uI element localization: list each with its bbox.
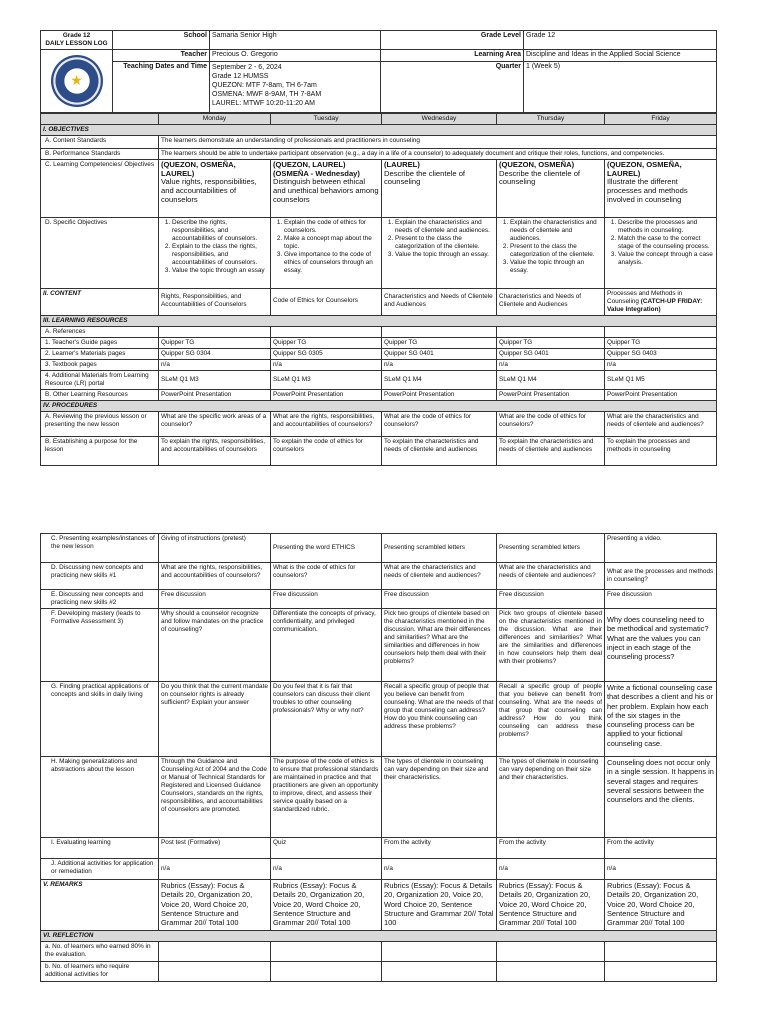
content-standards-label: A. Content Standards [41,135,159,148]
specific-objectives-monday [159,217,271,288]
competencies-label: C. Learning Competencies/ Objectives [41,159,159,217]
procedure-cell: n/a [271,859,382,880]
reflection-cell [271,942,382,962]
procedure-cell: The purpose of the code of ethics is to ensure that professional standards are maintained in practice and that practitioners are given an opportunity to improve, direct, and assess their service quality based on a standardized rubric. [271,757,382,838]
procedure-cell: Counseling does not occur only in a single session. It happens in several stages and requires several sessions between the counselors and the clients. [605,757,717,838]
procedure-cell: Do you think that the current mandate on counselor rights is already sufficient? Explain your answer [159,682,271,757]
procedure-cell: What are the characteristics and needs of clientele and audiences? [497,563,605,590]
remarks-cell: Rubrics (Essay): Focus & Details 20, Organization 20, Voice 20, Word Choice 20, Sentence Structure and Grammar 20// Total 100 [497,880,605,931]
procedure-cell: What are the rights, responsibilities, and accountabilities of counselors? [271,411,382,436]
log-title: DAILY LESSON LOG [45,40,108,47]
procedure-cell: To explain the processes and methods in counseling [605,436,717,465]
learning-area-value: Discipline and Ideas in the Applied Social Science [524,50,717,62]
school-value: Samaria Senior High [210,31,381,50]
catch-up-friday-note: (CATCH-UP FRIDAY: Value Integration) [607,297,703,313]
resource-cell: Quipper TG [605,337,717,348]
school-label: School [113,31,210,50]
specific-objectives-friday [605,217,717,288]
dates-value [210,61,381,112]
objective-item: 3. Give importance to the code of ethics of counselors through an essay. [284,251,379,275]
resource-cell: n/a [382,359,497,370]
specific-objectives-label: D. Specific Objectives [41,217,159,288]
resource-cell: n/a [271,359,382,370]
procedure-cell: Write a fictional counseling case that describes a client and his or her problem. Explain how each of the six stages in the counseling process can be applied to your fictional counseling case. [605,682,717,757]
competency-text: Describe the clientele of counseling [499,168,581,187]
objective-item: 1. Describe the rights, responsibilities, and accountabilities of counselors. [172,219,268,243]
competency-tuesday [271,159,382,217]
procedure-label: E. Discussing new concepts and practicing new skills #2 [41,590,159,609]
reflection-cell [605,962,717,982]
procedure-cell: Presenting a video. [605,534,717,563]
deped-seal-cell [41,50,113,113]
remarks-cell: Rubrics (Essay): Focus & Details 20, Organization 20, Voice 20, Word Choice 20, Sentence Structure and Grammar 20// Total 100 [605,880,717,931]
procedure-cell: n/a [497,859,605,880]
specific-objectives-wednesday [382,217,497,288]
remarks-heading: V. REMARKS [41,880,159,931]
resource-cell: n/a [497,359,605,370]
resource-cell: SLeM Q1 M4 [382,370,497,389]
procedure-label: J. Additional activities for application or remediation [41,859,159,880]
resource-cell: Quipper TG [271,337,382,348]
objective-item: 3. Value the topic through an essay. [395,251,494,259]
content-monday: Rights, Responsibilities, and Accountabilities of Counselors [159,288,271,315]
content-standards-value: The learners demonstrate an understanding of professionals and practitioners in counseling [159,135,717,148]
competency-section: (QUEZON, OSMEÑA) [499,159,575,169]
resource-label: 2. Learner's Materials pages [41,348,159,359]
dates-line: September 2 - 6, 2024 [212,63,282,71]
header-table [40,30,717,113]
procedure-cell: What are the characteristics and needs of clientele and audiences? [605,411,717,436]
resource-cell: SLeM Q1 M3 [159,370,271,389]
procedure-cell: Free discussion [605,590,717,609]
objective-item: 1. Explain the characteristics and needs of clientele and audiences. [510,219,602,243]
day-header-row [41,113,717,124]
competency-friday [605,159,717,217]
procedure-cell: What are the code of ethics for counselors? [382,411,497,436]
procedure-cell: From the activity [497,838,605,859]
objective-item: 1. Explain the characteristics and needs of clientele and audiences. [395,219,494,235]
grade-level-value: Grade 12 [524,31,717,50]
day-friday: Friday [605,113,717,124]
resources-heading: III. LEARNING RESOURCES [41,315,717,326]
resource-label: B. Other Learning Resources [41,389,159,400]
procedure-cell: To explain the characteristics and needs of clientele and audiences [497,436,605,465]
content-heading: II. CONTENT [41,288,159,315]
competency-section: (LAUREL) [384,159,420,169]
procedure-cell: The types of clientele in counseling can vary depending on their size and their characteristics. [382,757,497,838]
competency-wednesday [382,159,497,217]
procedure-cell: Recall a specific group of people that you believe can benefit from counseling. What are the needs of that group that counseling can address? How do you think counseling can address these problems? [382,682,497,757]
procedure-label: H. Making generalizations and abstractions about the lesson [41,757,159,838]
procedure-cell: The types of clientele in counseling can vary depending on their size and their characteristics. [497,757,605,838]
procedure-cell: From the activity [605,838,717,859]
procedure-cell: Recall a specific group of people that you believe can benefit from counseling. What are the needs of that group that counseling can address? How do you think counseling can address these problems? [497,682,605,757]
references-blank [382,326,497,337]
procedure-cell: From the activity [382,838,497,859]
specific-objectives-thursday [497,217,605,288]
resource-cell: SLeM Q1 M4 [497,370,605,389]
procedure-cell: What are the characteristics and needs of clientele and audiences? [382,563,497,590]
day-tuesday: Tuesday [271,113,382,124]
objectives-heading: I. OBJECTIVES [41,124,717,135]
resource-cell: Quipper TG [159,337,271,348]
procedure-cell: n/a [159,859,271,880]
resource-cell: Quipper SG 0304 [159,348,271,359]
procedures-heading: IV. PROCEDURES [41,400,717,411]
references-blank [497,326,605,337]
resource-cell: SLeM Q1 M5 [605,370,717,389]
competency-text: Illustrate the different processes and methods involved in counseling [607,177,688,204]
reflection-cell [497,942,605,962]
procedure-label: D. Discussing new concepts and practicing new skills #1 [41,563,159,590]
deped-seal-icon: ★ [51,55,103,107]
procedure-cell: To explain the rights, responsibilities, and accountabilities of counselors [159,436,271,465]
objective-item: 1. Describe the processes and methods in counseling. [618,219,714,235]
competency-section: (QUEZON, OSMEÑA, LAUREL) [607,159,682,178]
procedure-cell: What are the processes and methods in counseling? [605,563,717,590]
procedure-cell: Presenting scrambled letters [497,534,605,563]
teacher-value: Precious O. Gregorio [210,50,381,62]
competency-text: Distinguish between ethical and unethical behaviors among counselors [273,177,379,204]
reflection-cell [159,942,271,962]
content-thursday: Characteristics and Needs of Clientele and Audiences [497,288,605,315]
teacher-label: Teacher [113,50,210,62]
procedure-cell: Presenting the word ETHICS [271,534,382,563]
procedure-cell: Pick two groups of clientele based on the characteristics mentioned in the discussion. What are their differences and similarities? What are the similarities and differences in how counselors help them deal with their problems? [497,609,605,682]
remarks-cell: Rubrics (Essay): Focus & Details 20, Organization 20, Voice 20, Word Choice 20, Sentence Structure and Grammar 20// Total 100 [271,880,382,931]
resource-label: 1. Teacher's Guide pages [41,337,159,348]
references-blank [605,326,717,337]
procedure-cell: What are the code of ethics for counselors? [497,411,605,436]
references-label: A. References [41,326,159,337]
objective-item: 2. Present to the class the categorization of the clientele. [395,235,494,251]
competency-monday [159,159,271,217]
reflection-label: b. No. of learners who require additional activities for [41,962,159,982]
resource-cell: Quipper SG 0305 [271,348,382,359]
procedure-label: C. Presenting examples/instances of the new lesson [41,534,159,563]
objective-item: 2. Make a concept map about the topic. [284,235,379,251]
dates-label: Teaching Dates and Time [113,61,210,112]
procedure-cell: Why does counseling need to be methodical and systematic? What are the values you can inject in each stage of the counseling process? [605,609,717,682]
resource-label: 3. Textbook pages [41,359,159,370]
performance-standards-value: The learners should be able to undertake participant observation (e.g., a day in a life of a counselor) to adequately document and critique their roles, functions, and competencies. [159,148,717,159]
resource-cell: Quipper TG [497,337,605,348]
dates-line: QUEZON: MTF 7-8am, TH 6-7am [212,81,317,89]
reflection-cell [159,962,271,982]
lesson-log-page-2 [40,533,716,982]
procedure-cell: Why should a counselor recognize and follow mandates on the practice of counseling? [159,609,271,682]
objective-item: 2. Match the case to the correct stage of the counseling process. [618,235,714,251]
resource-cell: n/a [605,359,717,370]
competency-text: Value rights, responsibilities, and accountabilities of counselors [161,177,257,204]
learning-area-label: Learning Area [381,50,524,62]
content-friday [605,288,717,315]
resource-cell: Quipper TG [382,337,497,348]
objective-item: 1. Explain the code of ethics for counselors. [284,219,379,235]
resource-label: 4. Additional Materials from Learning Resource (LR) portal [41,370,159,389]
procedure-cell: Through the Guidance and Counseling Act of 2004 and the Code or Manual of Technical Standards for Registered and Licensed Guidance Counselors, standards on the rights, responsibilities, and accountabilities of counselors are promoted. [159,757,271,838]
procedure-cell: Quiz [271,838,382,859]
resource-cell: Quipper SG 0403 [605,348,717,359]
objective-item: 3. Value the topic through an essay [172,267,268,275]
procedure-cell: Free discussion [159,590,271,609]
remarks-cell: Rubrics (Essay): Focus & Details 20, Organization 20, Voice 20, Word Choice 20, Sentence Structure and Grammar 20// Total 100 [382,880,497,931]
procedure-label: F. Developing mastery (leads to Formative Assessment 3) [41,609,159,682]
resource-cell: PowerPoint Presentation [159,389,271,400]
reflection-label: a. No. of learners who earned 80% in the evaluation. [41,942,159,962]
resource-cell: PowerPoint Presentation [382,389,497,400]
procedure-cell: To explain the characteristics and needs of clientele and audiences [382,436,497,465]
procedure-cell: Post test (Formative) [159,838,271,859]
resource-cell: PowerPoint Presentation [497,389,605,400]
references-blank [271,326,382,337]
reflection-cell [497,962,605,982]
resource-cell: PowerPoint Presentation [605,389,717,400]
procedure-cell: Differentiate the concepts of privacy, confidentiality, and privileged communication. [271,609,382,682]
procedure-cell: To explain the code of ethics for counselors [271,436,382,465]
reflection-heading: VI. REFLECTION [41,931,717,942]
content-tuesday: Code of Ethics for Counselors [271,288,382,315]
procedure-cell: Free discussion [271,590,382,609]
procedure-cell: Presenting scrambled letters [382,534,497,563]
procedure-cell: Free discussion [382,590,497,609]
procedure-cell: n/a [382,859,497,880]
objective-item: 3. Value the concept through a case analysis. [618,251,714,267]
procedure-cell: What is the code of ethics for counselors? [271,563,382,590]
competency-text: Describe the clientele of counseling [384,168,466,187]
procedure-cell: n/a [605,859,717,880]
day-wednesday: Wednesday [382,113,497,124]
quarter-label: Quarter [381,61,524,112]
day-header-blank [41,113,159,124]
procedure-cell: Pick two groups of clientele based on the characteristics mentioned in the discussion. What are their differences and similarities? What are the similarities and differences in how counselors help them deal with their problems? [382,609,497,682]
resource-cell: SLeM Q1 M3 [271,370,382,389]
procedure-cell: What are the rights, responsibilities, and accountabilities of counselors? [159,563,271,590]
objective-item: 2. Present to the class the categorization of the clientele. [510,243,602,259]
competency-thursday [497,159,605,217]
procedure-label: A. Reviewing the previous lesson or presenting the new lesson [41,411,159,436]
dates-line: Grade 12 HUMSS [212,72,269,80]
remarks-cell: Rubrics (Essay): Focus & Details 20, Organization 20, Voice 20, Word Choice 20, Sentence Structure and Grammar 20// Total 100 [159,880,271,931]
objective-item: 2. Explain to the class the rights, responsibilities, and accountabilities of counselors. [172,243,268,267]
specific-objectives-tuesday [271,217,382,288]
objective-item: 3. Value the topic through an essay. [510,259,602,275]
procedure-label: G. Finding practical applications of concepts and skills in daily living [41,682,159,757]
day-monday: Monday [159,113,271,124]
procedure-cell: Free discussion [497,590,605,609]
reflection-cell [605,942,717,962]
content-wednesday: Characteristics and Needs of Clientele and Audiences [382,288,497,315]
performance-standards-label: B. Performance Standards [41,148,159,159]
procedure-label: B. Establishing a purpose for the lesson [41,436,159,465]
dates-line: LAUREL: MTWF 10:20-11:20 AM [212,100,315,108]
procedure-cell: What are the specific work areas of a counselor? [159,411,271,436]
day-thursday: Thursday [497,113,605,124]
procedure-label: I. Evaluating learning [41,838,159,859]
procedure-cell: Do you feel that it is fair that counselors can discuss their client troubles to other counseling professionals? Why or why not? [271,682,382,757]
resource-cell: n/a [159,359,271,370]
grade-title [41,31,113,50]
references-blank [159,326,271,337]
reflection-cell [382,962,497,982]
lesson-log-page-1 [40,30,716,466]
content-friday-topic: Processes and Methods in Counseling [607,289,683,305]
grade-label: Grade 12 [62,32,91,39]
competency-section: (QUEZON, LAUREL) (OSMEÑA - Wednesday) [273,159,360,178]
reflection-cell [382,942,497,962]
grade-level-label: Grade Level [381,31,524,50]
resource-cell: Quipper SG 0401 [497,348,605,359]
procedure-cell: Giving of instructions (pretest) [159,534,271,563]
lesson-log-table-continued [40,533,717,982]
reflection-cell [271,962,382,982]
competency-section: (QUEZON, OSMEÑA, LAUREL) [161,159,236,178]
dates-line: OSMENA: MWF 8-9AM, TH 7-8AM [212,91,322,99]
resource-cell: Quipper SG 0401 [382,348,497,359]
lesson-log-table [40,113,717,466]
resource-cell: PowerPoint Presentation [271,389,382,400]
quarter-value: 1 (Week 5) [524,61,717,112]
